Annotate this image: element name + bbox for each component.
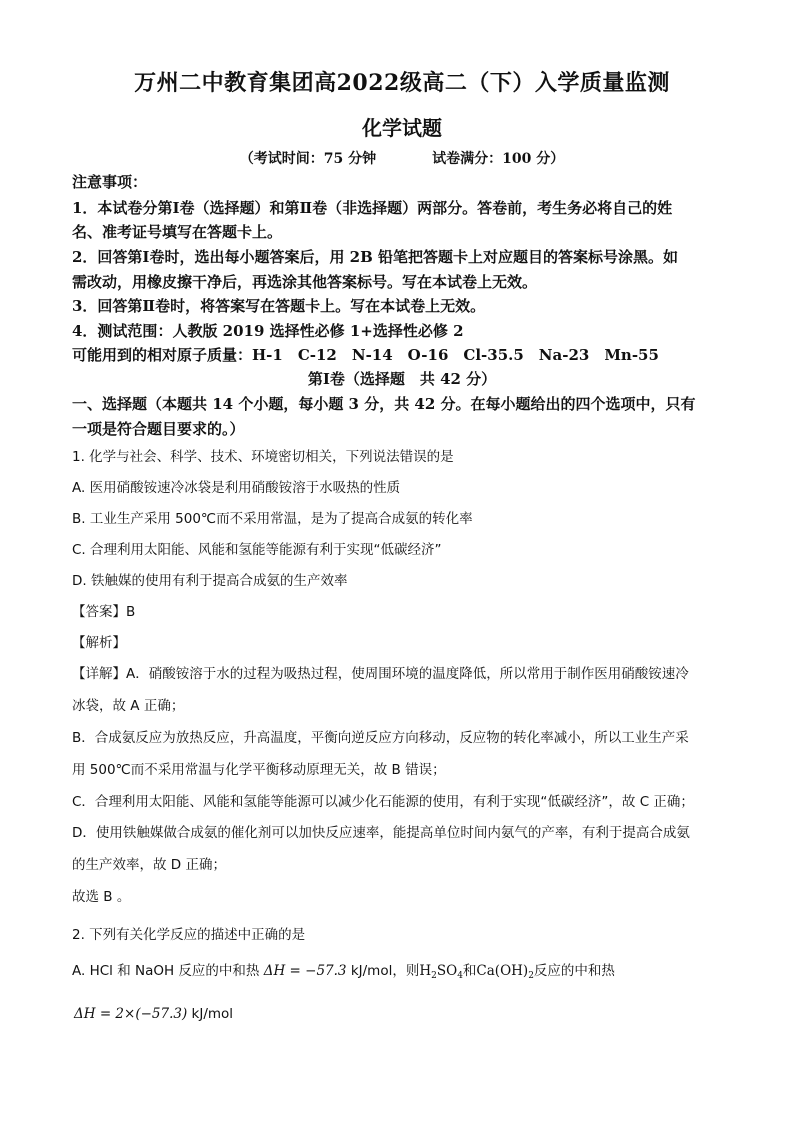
q2-a-delta-h: ΔH = −57.3 (263, 963, 347, 979)
q2-a-prefix: A. HCl 和 NaOH 反应的中和热 (72, 963, 260, 979)
q2-option-a-line-2 (74, 1003, 734, 1025)
note-1-line-2: 名、准考证号填写在答题卡上。 (72, 223, 283, 241)
q1-answer: 【答案】B (72, 604, 136, 620)
q1-analysis-label: 【解析】 (72, 635, 126, 651)
note-4: 4．测试范围：人教版 2019 选择性必修 1+选择性必修 2 (72, 322, 464, 340)
note-2-line-1: 2．回答第Ⅰ卷时，选出每小题答案后，用 2B 铅笔把答题卡上对应题目的答案标号涂黑。如 (72, 248, 679, 266)
q2-a-h2so4: $H_2SO_4$ (419, 963, 463, 981)
q2-a-tail: 反应的中和热 (533, 963, 615, 979)
q1-option-a: A. 医用硝酸铵速冷冰袋是利用硝酸铵溶于水吸热的性质 (72, 480, 401, 496)
exam-meta (72, 148, 732, 168)
q1-explain-d-line-2: 的生产效率，故 D 正确； (72, 857, 226, 873)
q2-stem: 2. 下列有关化学反应的描述中正确的是 (72, 927, 306, 943)
exam-subject: 化学试题 (362, 116, 442, 140)
q2-a-and: 和 (462, 963, 477, 979)
q1-stem: 1. 化学与社会、科学、技术、环境密切相关，下列说法错误的是 (72, 449, 454, 465)
q1-explain-a-line-2: 冰袋，故 A 正确； (72, 698, 185, 714)
section-intro-line-2: 一项是符合题目要求的。） (72, 420, 245, 438)
q1-explain-b-line-2: 用 500℃而不采用常温与化学平衡移动原理无关，故 B 错误； (72, 762, 446, 778)
q1-conclusion: 故选 B 。 (72, 889, 131, 905)
q1-explain-c: C．合理利用太阳能、风能和氢能等能源可以减少化石能源的使用，有利于实现“低碳经济”，故 C 正确； (72, 794, 694, 810)
q2-a-caoh2: $Ca(OH)_2$ (476, 963, 534, 981)
section-title: 第Ⅰ卷（选择题 共 42 分） (307, 370, 497, 388)
exam-time: （考试时间：75 分钟 (239, 151, 377, 167)
q2-a-formula-unit: kJ/mol (191, 1006, 234, 1022)
notes-heading: 注意事项： (72, 173, 148, 191)
q2-a-unit: kJ/mol，则 (350, 963, 420, 979)
section-intro-line-1: 一、选择题（本题共 14 个小题，每小题 3 分，共 42 分。在每小题给出的四个选项中，只有 (72, 395, 696, 413)
exam-title: 万州二中教育集团高2022级高二（下）入学质量监测 (134, 70, 670, 96)
q2-option-a-line-1 (72, 960, 732, 987)
q1-option-b: B. 工业生产采用 500℃而不采用常温，是为了提高合成氨的转化率 (72, 511, 473, 527)
q1-explain-a-line-1: 【详解】A．硝酸铵溶于水的过程为吸热过程，使周围环境的温度降低，所以常用于制作医用硝酸铵速冷 (72, 666, 689, 682)
q1-explain-d-line-1: D．使用铁触媒做合成氨的催化剂可以加快反应速率，能提高单位时间内氨气的产率，有利于提高合成氨 (72, 825, 690, 841)
q1-option-c: C. 合理利用太阳能、风能和氢能等能源有利于实现“低碳经济” (72, 542, 442, 558)
exam-score: 试卷满分：100 分） (432, 151, 565, 167)
q1-option-d: D. 铁触媒的使用有利于提高合成氨的生产效率 (72, 573, 348, 589)
note-2-line-2: 需改动，用橡皮擦干净后，再选涂其他答案标号。写在本试卷上无效。 (72, 273, 538, 291)
note-3: 3．回答第Ⅱ卷时，将答案写在答题卡上。写在本试卷上无效。 (72, 297, 486, 315)
q2-a-formula: ΔH = 2×(−57.3) (74, 1006, 188, 1022)
note-1-line-1: 1．本试卷分第Ⅰ卷（选择题）和第Ⅱ卷（非选择题）两部分。答卷前，考生务必将自己的姓 (72, 199, 673, 217)
q1-explain-b-line-1: B．合成氨反应为放热反应，升高温度，平衡向逆反应方向移动，反应物的转化率减小，所以工业生产采 (72, 730, 689, 746)
atomic-masses: 可能用到的相对原子质量：H-1 C-12 N-14 O-16 Cl-35.5 Na-23 Mn-55 (72, 346, 659, 364)
